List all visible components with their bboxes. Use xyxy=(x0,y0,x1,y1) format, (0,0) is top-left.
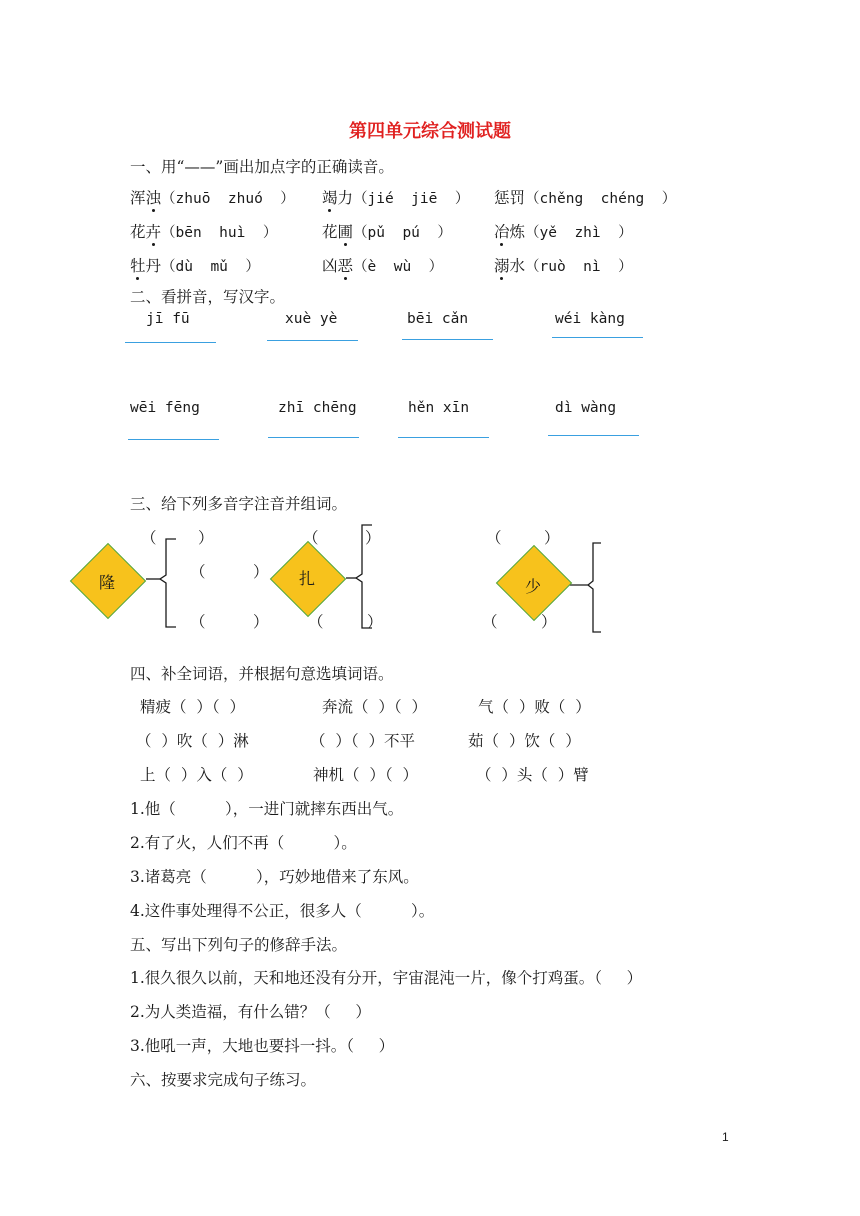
pinyin-2: xuè yè xyxy=(285,311,338,327)
char-zha: 扎 xyxy=(298,569,315,588)
paren-open[interactable]: （ xyxy=(303,529,319,547)
paren-close: ） xyxy=(253,613,269,631)
pinyin-5: wēi fēng xyxy=(130,400,200,416)
dotted-char: 竭 xyxy=(322,189,338,207)
page-title: 第四单元综合测试题 xyxy=(349,121,511,142)
idiom-fill[interactable]: 精疲（ ）（ ） xyxy=(140,698,245,716)
section-1-heading: 一、用“——”画出加点字的正确读音。 xyxy=(130,158,394,176)
fill-sentence[interactable]: 1.他（ ），一进门就摔东西出气。 xyxy=(130,800,404,818)
paren-open[interactable]: （ xyxy=(308,613,324,631)
paren-close: ） xyxy=(365,529,381,547)
pinyin-options[interactable]: （dù mǔ ） xyxy=(161,259,260,275)
paren-close: ） xyxy=(253,563,269,581)
pinyin-options[interactable]: （chěng chéng ） xyxy=(525,191,677,207)
pinyin-options[interactable]: （è wù ） xyxy=(353,259,444,275)
word-char: 罚 xyxy=(509,189,526,207)
idiom-fill[interactable]: 神机（ ）（ ） xyxy=(313,766,418,784)
pinyin-1: jī fū xyxy=(146,311,190,327)
dotted-char: 圃 xyxy=(337,223,354,241)
paren-close: ） xyxy=(198,529,214,547)
pinyin-3: bēi cǎn xyxy=(407,311,469,327)
paren-open[interactable]: （ xyxy=(482,613,498,631)
pinyin-options[interactable]: （pǔ pú ） xyxy=(353,225,452,241)
char-long: 隆 xyxy=(98,573,115,592)
section-6-heading: 六、按要求完成句子练习。 xyxy=(130,1071,317,1089)
word-char: 水 xyxy=(509,257,526,275)
pinyin-options[interactable]: （bēn huì ） xyxy=(161,225,278,241)
pinyin-options[interactable]: （jié jiē ） xyxy=(353,191,470,207)
paren-close: ） xyxy=(367,613,383,631)
fill-sentence[interactable]: 3.诸葛亮（ ），巧妙地借来了东风。 xyxy=(130,868,419,886)
idiom-fill[interactable]: （ ）头（ ）臂 xyxy=(476,766,589,784)
paren-open[interactable]: （ xyxy=(486,529,502,547)
idiom-fill[interactable]: 气（ ）败（ ） xyxy=(478,698,591,716)
rhetoric-sentence[interactable]: 3.他吼一声，大地也要抖一抖。（ ） xyxy=(130,1037,395,1055)
page-number: 1 xyxy=(722,1130,729,1144)
word-char: 丹 xyxy=(145,257,162,275)
rhetoric-sentence[interactable]: 2.为人类造福，有什么错？（ ） xyxy=(130,1003,371,1021)
section-2-heading: 二、看拼音，写汉字。 xyxy=(130,288,286,306)
dotted-char: 卉 xyxy=(145,223,162,241)
pinyin-8: dì wàng xyxy=(555,400,617,416)
pinyin-options[interactable]: （yě zhì ） xyxy=(525,225,633,241)
dotted-char: 牡 xyxy=(130,257,146,275)
section-3-heading: 三、给下列多音字注音并组词。 xyxy=(130,495,348,513)
rhetoric-sentence[interactable]: 1.很久很久以前，天和地还没有分开，宇宙混沌一片，像个打鸡蛋。（ ） xyxy=(130,969,643,987)
section-5-heading: 五、写出下列句子的修辞手法。 xyxy=(130,936,348,954)
char-shao: 少 xyxy=(524,577,541,596)
dotted-char: 冶 xyxy=(494,223,510,241)
fill-sentence[interactable]: 2.有了火，人们不再（ ）。 xyxy=(130,834,357,852)
fill-sentence[interactable]: 4.这件事处理得不公正，很多人（ ）。 xyxy=(130,902,435,920)
idiom-fill[interactable]: 奔流（ ）（ ） xyxy=(322,698,427,716)
word-char: 花 xyxy=(130,223,146,241)
word-char: 惩 xyxy=(494,189,510,207)
word-char: 浑 xyxy=(130,189,146,207)
pinyin-7: hěn xīn xyxy=(408,400,470,416)
pinyin-options[interactable]: （zhuō zhuó ） xyxy=(161,191,295,207)
paren-open[interactable]: （ xyxy=(141,529,157,547)
word-char: 凶 xyxy=(322,257,338,275)
word-char: 炼 xyxy=(509,223,526,241)
pinyin-4: wéi kàng xyxy=(555,311,625,327)
idiom-fill[interactable]: （ ）吹（ ）淋 xyxy=(136,732,249,750)
word-char: 力 xyxy=(337,189,354,207)
dotted-char: 溺 xyxy=(494,257,510,275)
dotted-char: 恶 xyxy=(337,257,354,275)
section-4-heading: 四、补全词语，并根据句意选填词语。 xyxy=(130,665,394,683)
dotted-char: 浊 xyxy=(145,189,162,207)
word-char: 花 xyxy=(322,223,338,241)
pinyin-options[interactable]: （ruò nì ） xyxy=(525,259,633,275)
idiom-fill[interactable]: （ ）（ ）不平 xyxy=(310,732,415,750)
paren-open[interactable]: （ xyxy=(190,613,206,631)
paren-close: ） xyxy=(544,529,560,547)
paren-close: ） xyxy=(541,613,557,631)
idiom-fill[interactable]: 茹（ ）饮（ ） xyxy=(468,732,581,750)
pinyin-6: zhī chēng xyxy=(278,400,357,416)
idiom-fill[interactable]: 上（ ）入（ ） xyxy=(140,766,253,784)
paren-open[interactable]: （ xyxy=(190,563,206,581)
